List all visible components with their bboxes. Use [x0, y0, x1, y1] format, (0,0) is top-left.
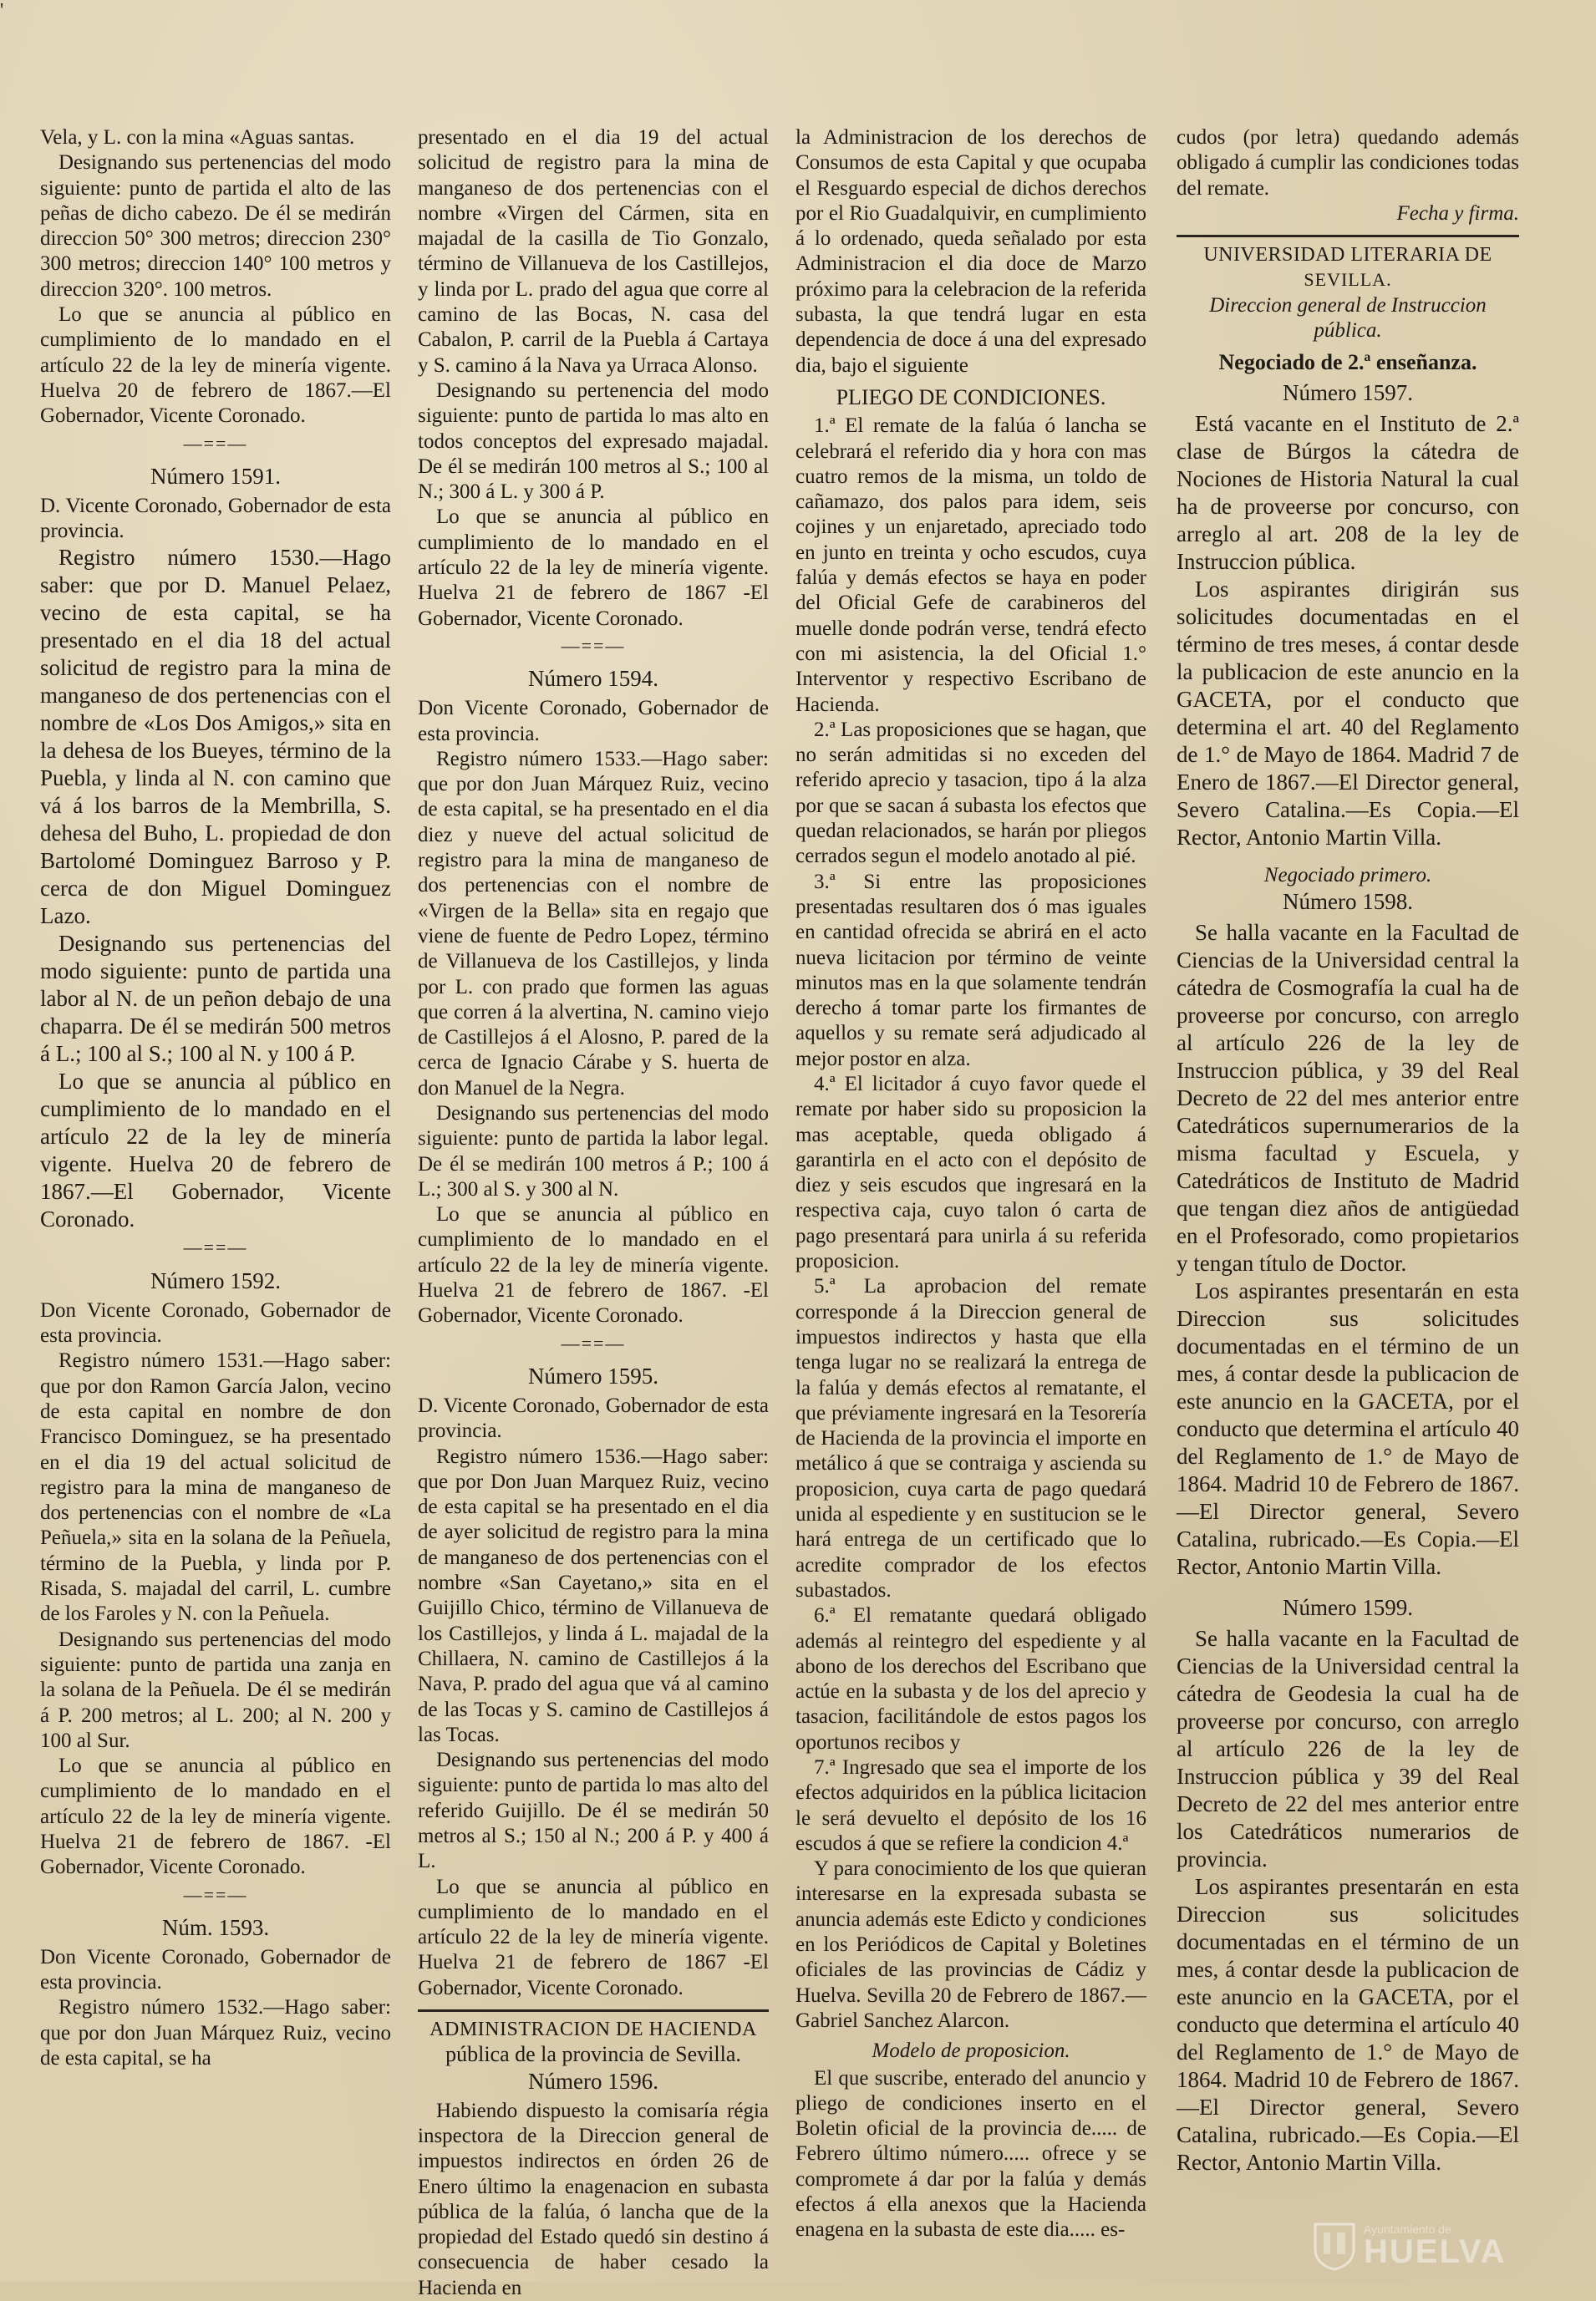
- condition-7: 7.ª Ingresado que sea el importe de los efectos adquiridos en la pública licitacion le será devuelto el depósito de los 16 escudos á que se refiere la condicion 4.ª: [795, 1756, 1146, 1855]
- paragraph: Designando su pertenencia del modo siguiente: punto de partida lo mas alto en todos conceptos del expresado majadal. De él se medirán 100 metros al S.; 100 al N.; 300 á L. y 300 á P.: [418, 378, 769, 504]
- section-title: ADMINISTRACION DE HACIENDA: [429, 2019, 757, 2041]
- paragraph: Registro número 1532.—Hago saber: que por don Juan Márquez Ruiz, vecino de esta capital, se ha: [40, 1996, 391, 2070]
- section-title: UNIVERSIDAD LITERARIA DE: [1203, 244, 1492, 267]
- condition-2: 2.ª Las proposiciones que se hagan, que no serán admitidas si no exceden del referido aprecio y tasacion, tipo á la alza por que se sacan á subasta los efectos que quedan relacionados, se harán por pliegos cerrados segun el modelo anotado al pié.: [795, 718, 1146, 868]
- paragraph: Se halla vacante en la Facultad de Ciencias de la Universidad central la cátedra de Cosmografía la cual ha de proveerse por concurso, con arreglo al artículo 226 de la ley de Instruccion pública, y 39 del Real Decreto de 22 del mes anterior entre Catedráticos supernumerarios de la misma facultad y Escuela, y Catedráticos de Instituto de Madrid que tengan diez años de antigüedad en el Profesorado, como propietarios y tengan título de Doctor.: [1177, 919, 1519, 1276]
- paragraph: Registro número 1530.—Hago saber: que por D. Manuel Pelaez, vecino de esta capital, se ha presentado en el dia 18 del actual solicitud de registro para la mina de manganeso de dos pertenencias con el nombre de «Los Dos Amigos,» sita en la dehesa de los Bueyes, término de la Puebla, y linda al N. con camino que vá á los barros de la Membrilla, S. dehesa del Buho, L. propiedad de don Bartolomé Dominguez Barroso y P. cerca de don Miguel Dominguez Lazo.: [40, 545, 391, 929]
- separator: —==—: [183, 1883, 248, 1905]
- paragraph: Y para conocimiento de los que quieran interesarse en la expresada subasta se anuncia además este Edicto y condiciones en los Periódicos de Capital y Boletines oficiales de las provincias de Cádiz y Huelva. Sevilla 20 de Febrero de 1867.—Gabriel Sanchez Alarcon.: [795, 1857, 1146, 2032]
- paragraph: Lo que se anuncia al público en cumplimiento de lo mandado en el artículo 22 de la ley de minería vigente. Huelva 21 de febrero de 1867. -El Gobernador, Vicente Coronado.: [40, 1755, 391, 1879]
- notice-number: Número 1598.: [1283, 888, 1413, 914]
- paragraph: Está vacante en el Instituto de 2.ª clase de Búrgos la cátedra de Nociones de Historia Natural la cual ha de proveerse por concurso, con arreglo al art. 208 de la ley de Instruccion pública.: [1177, 410, 1519, 574]
- paragraph: El que suscribe, enterado del anuncio y pliego de condiciones inserto en el Boletin oficial de la provincia de..... de Febrero último número..... ofrece y se compromete á dar por la falúa y demás efectos á ella anexos que la Hacienda enagena en la subasta de este dia..... es-: [795, 2066, 1146, 2242]
- paragraph: Designando sus pertenencias del modo siguiente: punto de partida lo mas alto del referido Guijillo. De él se medirán 50 metros al S.; 150 al N.; 200 á P. y 400 á L.: [418, 1749, 769, 1873]
- issuer-line: Don Vicente Coronado, Gobernador de esta provincia.: [40, 1298, 391, 1348]
- paragraph: cudos (por letra) quedando además obligado á cumplir las condiciones todas del remate.: [1177, 126, 1519, 200]
- column-1: [40, 125, 391, 2071]
- department-line: Direccion general de Instruccion pública.: [1209, 293, 1487, 343]
- notice-number: Número 1594.: [528, 666, 658, 692]
- notice-number: Número 1592.: [150, 1267, 281, 1293]
- column-3: [795, 125, 1146, 2243]
- notice-number: Núm. 1593.: [161, 1914, 270, 1940]
- paragraph: Lo que se anuncia al público en cumplimiento de lo mandado en el artículo 22 de la ley de minería vigente. Huelva 21 de febrero de 1867 -El Gobernador, Vicente Coronado.: [418, 505, 769, 630]
- paragraph: Los aspirantes presentarán en esta Direccion sus solicitudes documentadas en el término de un mes, á contar desde la publicacion de este anuncio en la GACETA, por el conducto que determina el artículo 40 del Reglamento de 1.° de Mayo de 1864. Madrid 10 de Febrero de 1867.—El Director general, Severo Catalina, rubricado.—Es Copia.—El Rector, Antonio Martin Villa.: [1177, 1873, 1519, 2175]
- paragraph: Habiendo dispuesto la comisaría régia inspectora de la Direccion general de impuestos indirectos en órden 26 de Enero último la enagenacion en subasta pública de la falúa, ó lancha que de la propiedad del Estado quedó sin destino á consecuencia de haber cesado la Hacienda en: [418, 2099, 769, 2299]
- paragraph: Vela, y L. con la mina «Aguas santas.: [40, 126, 355, 149]
- paragraph: Lo que se anuncia al público en cumplimiento de lo mandado en el artículo 22 de la ley de minería vigente. Huelva 20 de febrero de 1867.—El Gobernador, Vicente Coronado.: [40, 303, 391, 428]
- condition-5: 5.ª La aprobacion del remate corresponde á la Direccion general de impuestos indirectos y hasta que ella tenga lugar no se realizará la entrega de la falúa y demás efectos al rematante, el que préviamente ingresará en la Tesorería de Hacienda de la provincia el importe en metálico á que se contraiga y ascienda su proposicion, cuya carta de pago quedará unida al espediente y en sustitucion se le hará entrega de un certificado que lo acredite comprador de los efectos subastados.: [795, 1275, 1146, 1602]
- paragraph: Designando sus pertenencias del modo siguiente: punto de partida una labor al N. de un peñon debajo de una chaparra. De él se medirán 500 metros á L.; 100 al S.; 100 al N. y 100 á P.: [40, 931, 391, 1067]
- issuer-line: Don Vicente Coronado, Gobernador de esta provincia.: [40, 1945, 391, 1994]
- paragraph: Designando sus pertenencias del modo siguiente: punto de partida una zanja en la solana de la Peñuela. De él se medirán á P. 200 metros; al L. 200; al N. 200 y 100 al Sur.: [40, 1628, 391, 1752]
- office-line: Negociado primero.: [1263, 863, 1432, 886]
- city-crest-icon: [1312, 2221, 1357, 2271]
- paragraph: presentado en el dia 19 del actual solicitud de registro para la mina de manganeso de dos pertenencias con el nombre «Virgen del Cármen, sita en majadal de la casilla de Tio Gonzalo, término de Villanueva de los Castillejos, y linda por L. prado del agua que corre al camino de las Bocas, N. casa del Cabalon, P. carril de la Puebla á Cartaya y S. camino á la Nava ya Urraca Alonso.: [418, 126, 769, 377]
- column-4: [1177, 125, 1519, 2177]
- section-rule: [1177, 235, 1519, 237]
- paragraph: la Administracion de los derechos de Consumos de esta Capital y que ocupaba el Resguardo especial de dichos derechos por el Rio Guadalquivir, en cumplimiento á lo ordenado, queda señalado por esta Administracion el dia doce de Marzo próximo para la celebracion de la referida subasta, la que tendrá lugar en esta dependencia de doce á una del expresado dia, bajo el siguiente: [795, 126, 1146, 377]
- condition-4: 4.ª El licitador á cuyo favor quede el remate por haber sido su proposicion la mas aceptable, queda obligado á garantirla en el acto con el depósito de diez y seis escudos que ingresará en la respectiva caja, cuyo talon ó carta de pago presentará para unirla á su referida proposicion.: [795, 1072, 1146, 1273]
- notice-number: Número 1599.: [1283, 1594, 1413, 1620]
- section-title: PLIEGO DE CONDICIONES.: [836, 384, 1106, 409]
- issuer-line: Don Vicente Coronado, Gobernador de esta provincia.: [418, 697, 769, 745]
- column-2: [418, 125, 769, 2301]
- section-rule: [418, 2009, 769, 2012]
- office-line: Negociado de 2.ª enseñanza.: [1218, 350, 1477, 375]
- condition-1: 1.ª El remate de la falúa ó lancha se celebrará el referido dia y hora con mas cuatro remos de la misma, un toldo de cañamazo, dos palos para idem, seis cojines y un enjaretado, apreciado todo en junto en treinta y ocho escudos, cuya falúa y demás efectos se haya en poder del Oficial Gefe de carabineros del muelle donde podrán verse, tendrá efecto con mi asistencia, la del Oficial 1.° Interventor y respectivo Escribano de Hacienda.: [795, 414, 1146, 716]
- watermark-line-2: HUELVA: [1364, 2233, 1507, 2270]
- separator: —==—: [183, 1237, 248, 1258]
- section-subtitle: pública de la provincia de Sevilla.: [445, 2042, 741, 2067]
- issuer-line: D. Vicente Coronado, Gobernador de esta provincia.: [418, 1394, 769, 1443]
- separator: —==—: [183, 432, 248, 454]
- model-heading: Modelo de proposicion.: [872, 2039, 1070, 2063]
- margin-mark: ': [0, 0, 4, 22]
- separator: —==—: [561, 1332, 626, 1354]
- paragraph: Lo que se anuncia al público en cumplimiento de lo mandado en el artículo 22 de la ley de minería vigente. Huelva 21 de febrero de 1867. -El Gobernador, Vicente Coronado.: [418, 1203, 769, 1328]
- signature-line: Fecha y firma.: [1396, 201, 1519, 225]
- paragraph: Registro número 1536.—Hago saber: que por Don Juan Marquez Ruiz, vecino de esta capital se ha presentado en el dia de ayer solicitud de registro para la mina de manganeso de dos pertenencias con el nombre «San Cayetano,» sita en el Guijillo Chico, término de Villanueva de los Castillejos, y linda á L. majadal de la Chillaera, N. camino de Castillejos á la Nava, P. prado del agua que vá al camino de las Tocas y S. camino de Castillejos á las Tocas.: [418, 1445, 769, 1746]
- city-line: SEVILLA.: [1304, 269, 1392, 291]
- watermark-line-1: Ayuntamiento de: [1364, 2222, 1451, 2236]
- notice-number: Número 1595.: [528, 1363, 658, 1389]
- notice-number: Número 1591.: [150, 463, 281, 489]
- notice-number: Número 1597.: [1283, 379, 1413, 405]
- paragraph: Registro número 1533.—Hago saber: que por don Juan Márquez Ruiz, vecino de esta capital, se ha presentado en el dia diez y nueve del actual solicitud de registro para la mina de manganeso de dos pertenencias con el nombre de «Virgen de la Bella» sita en regajo que viene de fuente de Pedro Lopez, término de Villanueva de los Castillejos, y linda por L. con prado que formen las aguas que corren á la alvertina, N. camino viejo de Castillejos á el Alosno, P. pared de la cerca de Ignacio Cárabe y S. huerta de don Manuel de la Negra.: [418, 747, 769, 1100]
- paragraph: Designando sus pertenencias del modo siguiente: punto de partida la labor legal. De él se medirán 100 metros á P.; 100 á L.; 300 al S. y 300 al N.: [418, 1101, 769, 1201]
- paragraph: Lo que se anuncia al público en cumplimiento de lo mandado en el artículo 22 de la ley de minería vigente. Huelva 20 de febrero de 1867.—El Gobernador, Vicente Coronado.: [40, 1069, 391, 1232]
- paragraph: Designando sus pertenencias del modo siguiente: punto de partida el alto de las peñas de dicho cabezo. De él se medirán direccion 50° 300 metros; direccion 230° 300 metros; direccion 140° 100 metros y direccion 320°. 100 metros.: [40, 151, 391, 301]
- paragraph: Se halla vacante en la Facultad de Ciencias de la Universidad central la cátedra de Geodesia la cual ha de proveerse por concurso, con arreglo al artículo 226 de la ley de Instruccion pública y 39 del Real Decreto de 22 del mes anterior entre los Catedráticos numerarios de provincia.: [1177, 1625, 1519, 1872]
- notice-number: Número 1596.: [528, 2068, 658, 2094]
- issuer-line: D. Vicente Coronado, Gobernador de esta provincia.: [40, 494, 391, 543]
- archive-watermark: [1312, 2217, 1563, 2275]
- paragraph: Los aspirantes dirigirán sus solicitudes documentadas en el término de tres meses, á contar desde la publicacion de este anuncio en la GACETA, por el conducto que determina el art. 40 del Reglamento de 1.° de Mayo de 1864. Madrid 7 de Enero de 1867.—El Director general, Severo Catalina.—Es Copia.—El Rector, Antonio Martin Villa.: [1177, 576, 1519, 850]
- separator: —==—: [561, 634, 626, 656]
- paragraph: Los aspirantes presentarán en esta Direccion sus solicitudes documentadas en el término de un mes, á contar desde la publicacion de este anuncio en la GACETA, por el conducto que determina el artículo 40 del Reglamento de 1.° de Mayo de 1864. Madrid 10 de Febrero de 1867.—El Director general, Severo Catalina, rubricado.—Es Copia.—El Rector, Antonio Martin Villa.: [1177, 1277, 1519, 1579]
- condition-3: 3.ª Si entre las proposiciones presentadas resultaren dos ó mas iguales en cantidad ofrecida se abrirá en el acto nueva licitacion por término de veinte minutos mas en la que solamente tendrán derecho á tomar parte los firmantes de aquellos y su remate será adjudicado al mejor postor en alza.: [795, 870, 1146, 1070]
- condition-6: 6.ª El rematante quedará obligado además al reintegro del espediente y al abono de los derechos del Escribano que actúe en la subasta y de los del aprecio y tasacion, facilitándole de estos pagos los oportunos recibos y: [795, 1604, 1146, 1754]
- paragraph: Registro número 1531.—Hago saber: que por don Ramon García Jalon, vecino de esta capital en nombre de don Francisco Dominguez, se ha presentado en el dia 19 del actual solicitud de registro para la mina de manganeso de dos pertenencias con el nombre de «La Peñuela,» sita en la solana de la Peñuela, término de la Puebla, y linda por P. Risada, S. majadal del carril, L. cumbre de los Faroles y N. con la Peñuela.: [40, 1349, 391, 1626]
- paragraph: Lo que se anuncia al público en cumplimiento de lo mandado en el artículo 22 de la ley de minería vigente. Huelva 21 de febrero de 1867 -El Gobernador, Vicente Coronado.: [418, 1875, 769, 1999]
